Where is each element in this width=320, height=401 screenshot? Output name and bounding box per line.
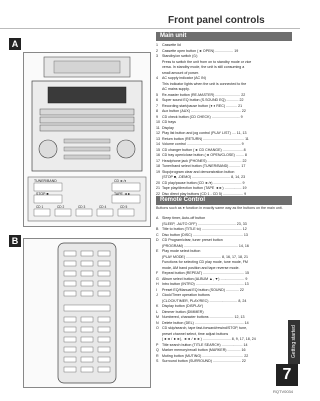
- item-text: Preset EQ/Manual EQ button (SOUND) ............. 22: [162, 287, 244, 292]
- button-strip-2: [64, 147, 110, 151]
- item-number: 13: [156, 136, 160, 141]
- item-text: (PLAY MODE) ................................... 8, 16, 17, 18, 21: [162, 254, 248, 259]
- button-strip-1: [64, 139, 110, 143]
- disc4-button: [97, 209, 113, 216]
- stop-label: STOP ■: [36, 192, 49, 196]
- item-text: Functions for selecting CD play mode, tune mode, FM: [162, 260, 248, 264]
- item-text: Clock/Timer operation buttons: [162, 293, 210, 297]
- item-text: Dimmer button (DIMMER): [162, 309, 204, 314]
- item-text: (SLEEP, -AUTO OFF) ...................................... 23, 33: [162, 221, 247, 226]
- item-text: Tuner/band select button (TUNER/BAND) ........... 17: [162, 164, 246, 168]
- section-a-marker: A: [9, 38, 21, 50]
- item-text: Disc button (DISC) .................................................. 13: [162, 232, 248, 237]
- item-number: K: [156, 304, 159, 308]
- main-unit-heading: Main unit: [156, 32, 292, 41]
- main-unit-drawing: [24, 53, 150, 226]
- item-text: CD skip/search, tape fast-forward/rewind/STOP, tune,: [162, 326, 248, 330]
- item-number: L: [156, 309, 158, 314]
- item-number: 22: [156, 191, 160, 196]
- item-text: Muting button (MUTING) ......................................... 22: [162, 353, 249, 358]
- cd-tray-2: [40, 117, 134, 123]
- item-number: 9: [156, 114, 158, 119]
- item-number: H: [156, 282, 159, 286]
- display: [48, 87, 126, 103]
- item-text: Standby/on switch (⏻): [162, 54, 198, 58]
- item-text: Super sound EQ button (S.SOUND EQ) ............ 22: [162, 98, 244, 102]
- main-unit-list: [156, 43, 294, 197]
- stop-button: [34, 195, 62, 203]
- item-number: D: [156, 238, 159, 242]
- item-number: 4: [156, 76, 158, 80]
- cd-tray-3: [40, 125, 134, 131]
- item-number: 1: [156, 43, 158, 47]
- cd-tray-1: [40, 109, 134, 115]
- item-text: CD Program/clear, tuner preset button: [162, 238, 223, 242]
- page-code: RQTV0034: [273, 389, 294, 394]
- remote-remark: Buttons such as ● function in exactly same way as the buttons on the main unit.: [156, 206, 283, 210]
- tuner-band-button: [34, 183, 62, 191]
- item-text: Tape play/direction button (TAPE ◄►) ................. 19: [162, 186, 247, 190]
- disc2-button: [55, 209, 71, 216]
- tuner-band-label: TUNER/BAND: [34, 179, 57, 183]
- item-text: Surround button (SURROUND) ............................ 22: [162, 359, 246, 363]
- item-text: Sleep timer, Auto-off button: [162, 216, 206, 220]
- item-number: R: [156, 353, 159, 358]
- disc3-label: CD 3: [78, 205, 86, 209]
- item-text: AC mains supply.: [162, 87, 190, 91]
- item-number: 18: [156, 164, 160, 168]
- item-text: (◄◄ / ►►|, ◄◄ / ►►) ............................ 8, 9, 17, 18, 24: [162, 337, 256, 341]
- item-text: CD check button (CD CHECK) ............................ 9: [162, 114, 243, 119]
- item-text: Cassette open button (◄ OPEN) .................. 19: [162, 48, 239, 53]
- item-text: Delete button (DEL) ................................................. 14: [162, 320, 249, 325]
- item-text: Press to switch the unit from on to standby mode or vice: [162, 59, 252, 64]
- item-text: CD tray open/close button (◄ OPEN/CLOSE) ........ 8: [162, 153, 247, 157]
- tape-label: TAPE ◄►: [114, 192, 131, 196]
- item-number: 10: [156, 120, 160, 124]
- section-b-marker: B: [9, 235, 21, 247]
- item-text: Display button (DISPLAY): [162, 304, 204, 308]
- item-number: 5: [156, 92, 158, 97]
- item-text: CD trays: [162, 120, 176, 124]
- item-number: J: [156, 293, 158, 297]
- tape-button: [112, 195, 140, 203]
- item-number: 16: [156, 153, 160, 157]
- main-unit-illustration: [23, 52, 151, 227]
- item-number: 8: [156, 109, 158, 113]
- item-number: A: [156, 216, 159, 220]
- disc1-label: CD 1: [36, 205, 44, 209]
- item-text: Title to button (TITLE to) ........................................ 12: [162, 227, 247, 231]
- disc3-button: [76, 209, 92, 216]
- item-text: Intro button (INTRO) ................................................ 13: [162, 282, 249, 286]
- item-text: Headphone jack (PHONES) .................................. 22: [162, 158, 247, 163]
- item-text: mode, AM band position and tape reverse mode.: [162, 265, 240, 270]
- list-item: [156, 359, 294, 365]
- item-number: N: [156, 320, 159, 325]
- side-tab: [288, 320, 300, 364]
- item-number: G: [156, 276, 159, 281]
- page-title: Front panel controls: [168, 15, 265, 26]
- item-text: (STOP ■, -DEMO) ...................................... 8, 14, 23: [162, 175, 246, 179]
- item-text: Disc direct play buttons (CD 1 - CD 5) .................... 9: [162, 191, 247, 196]
- disc1-button: [34, 209, 50, 216]
- item-number: 11: [156, 125, 160, 130]
- item-text: Cassette lid: [162, 43, 181, 47]
- item-number: C: [156, 232, 159, 237]
- volume-knob: [117, 140, 135, 158]
- item-number: 6: [156, 98, 158, 102]
- item-number: 15: [156, 147, 160, 152]
- item-text: (CLOCK/TIMER, PLAY/REC) ............................ 8, 24: [162, 298, 247, 303]
- item-number: 2: [156, 48, 158, 53]
- item-number: 7: [156, 103, 158, 108]
- item-text: Re-master button (RE-MASTER) ......................... 22: [162, 92, 246, 97]
- cd-play-button: [112, 183, 140, 191]
- item-text: Numbered, character buttons ........................ 12, 13: [162, 315, 245, 319]
- disc5-label: CD 5: [120, 205, 128, 209]
- item-text: (PROGRAM) ...................................................... 14, 16: [162, 243, 249, 248]
- item-text: This indicator lights when the unit is connected to the: [162, 81, 247, 86]
- item-number: 20: [156, 180, 160, 185]
- item-text: Repeat button (REPEAT) ......................................... 15: [162, 271, 250, 275]
- item-number: 3: [156, 54, 158, 58]
- page-number: 7: [276, 364, 298, 386]
- item-number: 21: [156, 186, 160, 190]
- disc4-label: CD 4: [99, 205, 107, 209]
- item-text: Stop/program clear and demonstration button: [162, 169, 235, 174]
- cassette-window: [54, 61, 120, 73]
- disc2-label: CD 2: [57, 205, 65, 209]
- jog-control: [39, 140, 57, 158]
- item-text: Marker memory/recall button (MARKER) ............. 16: [162, 348, 246, 352]
- remote-list: [156, 216, 294, 365]
- title-divider: [0, 28, 300, 29]
- item-number: 17: [156, 158, 160, 163]
- item-text: Play mode select button: [162, 249, 201, 253]
- item-number: F: [156, 271, 159, 275]
- item-number: 14: [156, 142, 160, 146]
- cd-play-label: CD ►/⏸: [114, 179, 127, 183]
- item-text: Volume control ...................................................... 9: [162, 142, 244, 146]
- item-number: O: [156, 326, 159, 330]
- item-text: Play list button and jog control (PLAY LIST) .... 11, 13: [162, 131, 247, 135]
- item-number: M: [156, 315, 159, 319]
- item-text: AC supply indicator (AC IN): [162, 76, 206, 80]
- item-number: E: [156, 249, 159, 253]
- item-text: CD play/pause button (CD ►/⏸) ............................ 9: [162, 180, 245, 185]
- item-text: Recording start/pause button (● ⏸ REC) ........... 21: [162, 103, 243, 108]
- item-number: Q: [156, 348, 159, 352]
- item-text: CD changer button (◄ CD CHANGE) .................... 8: [162, 147, 246, 152]
- item-number: 12: [156, 131, 160, 135]
- disc5-button: [118, 209, 134, 216]
- side-tab-label: Getting started: [291, 325, 297, 358]
- item-text: Display: [162, 125, 174, 130]
- remote-drawing: [24, 239, 150, 387]
- item-number: 19: [156, 169, 160, 174]
- item-text: Aux button (AUX) .................................................. 22: [162, 109, 246, 113]
- item-text: versa. In standby mode, the unit is still consuming a: [162, 65, 245, 69]
- item-number: S: [156, 359, 159, 363]
- button-strip-3: [64, 155, 110, 159]
- item-text: small amount of power.: [162, 70, 199, 75]
- remote-heading: Remote Control: [156, 196, 292, 205]
- item-text: Return button (RETURN) ......................................... 11: [162, 136, 249, 141]
- item-number: I: [156, 287, 157, 292]
- item-number: B: [156, 227, 159, 231]
- item-text: preset channel select, time adjust buttons: [162, 331, 229, 336]
- item-number: P: [156, 342, 159, 347]
- remote-control-illustration: [23, 238, 151, 388]
- item-text: Title search button (TITLE SEARCH) ..................... 14: [162, 342, 248, 347]
- item-text: Album select button (ALBUM ▲, ▼) ........................ 9: [162, 276, 248, 281]
